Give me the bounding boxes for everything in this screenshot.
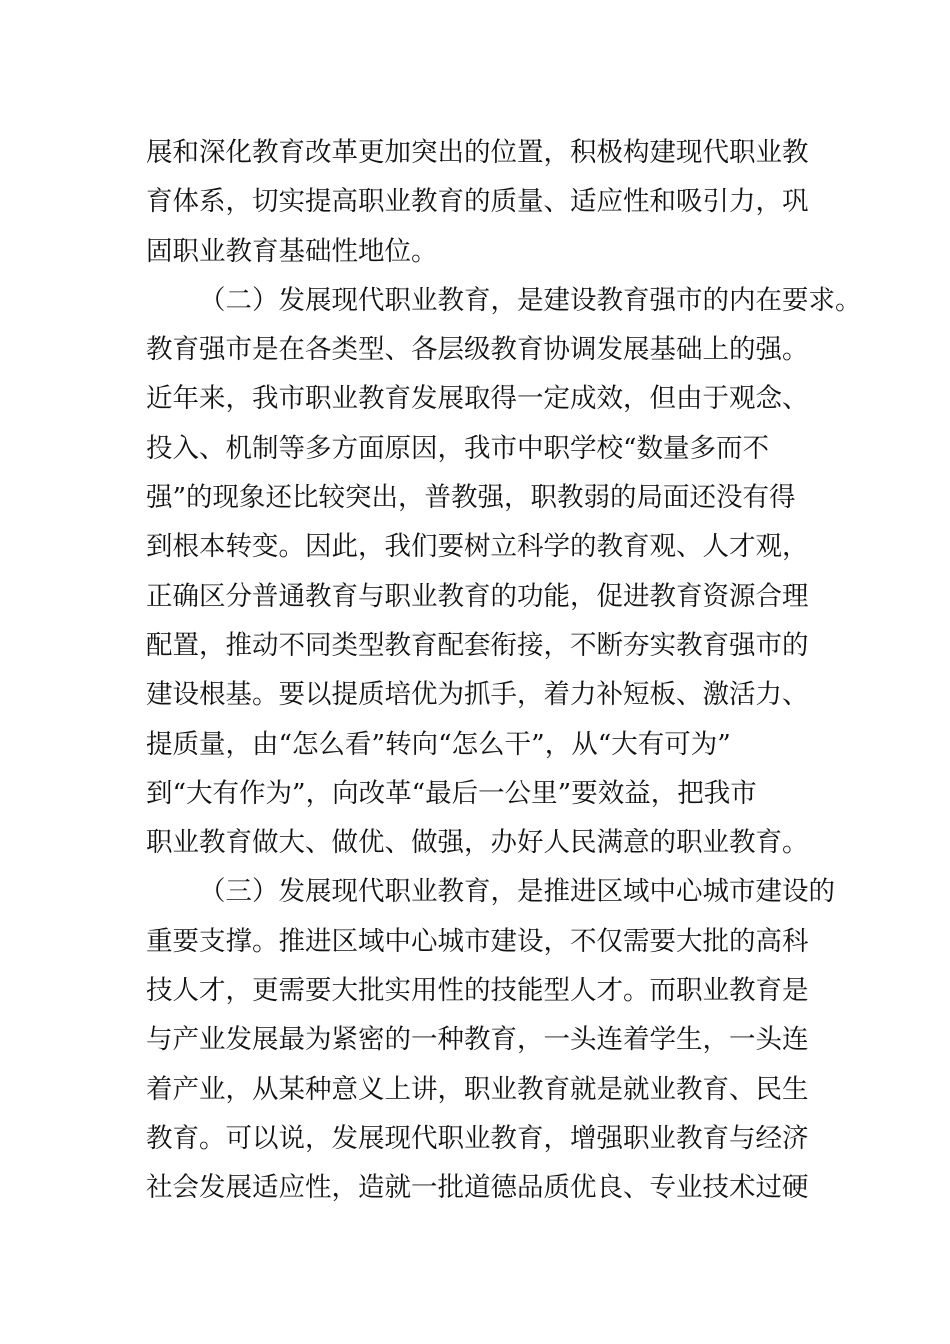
paragraph-section-3 xyxy=(146,867,835,1212)
text-line: 强”的现象还比较突出，普教强，职教弱的局面还没有得 xyxy=(146,482,796,514)
text-line: 教育。可以说，发展现代职业教育，增强职业教育与经济 xyxy=(146,1122,809,1154)
text-line: 育体系，切实提高职业教育的质量、适应性和吸引力，巩 xyxy=(146,186,809,218)
text-line: 展和深化教育改革更加突出的位置，积极构建现代职业教 xyxy=(146,137,809,168)
text-line: 教育强市是在各类型、各层级教育协调发展基础上的强。 xyxy=(146,334,809,366)
paragraph-heading-line: （三）发展现代职业教育，是推进区域中心城市建设的 xyxy=(199,876,835,908)
text-line: 着产业，从某种意义上讲，职业教育就是就业教育、民生 xyxy=(146,1073,809,1105)
document-body xyxy=(146,128,862,1213)
text-line: 建设根基。要以提质培优为抓手，着力补短板、激活力、 xyxy=(146,679,809,711)
paragraph-section-2 xyxy=(146,276,862,868)
text-line: 重要支撑。推进区域中心城市建设，不仅需要大批的高科 xyxy=(146,925,809,957)
text-line: 配置，推动不同类型教育配套衔接，不断夯实教育强市的 xyxy=(146,629,809,661)
text-line: 提质量，由“怎么看”转向“怎么干”，从“大有可为” xyxy=(146,728,731,760)
paragraph-heading-line: （二）发展现代职业教育，是建设教育强市的内在要求。 xyxy=(199,284,862,316)
text-line: 固职业教育基础性地位。 xyxy=(146,235,438,267)
paragraph-continuation xyxy=(146,128,826,276)
text-line: 到“大有作为”，向改革“最后一公里”要效益，把我市 xyxy=(146,777,757,809)
text-line: 职业教育做大、做优、做强，办好人民满意的职业教育。 xyxy=(146,827,809,859)
text-line: 正确区分普通教育与职业教育的功能，促进教育资源合理 xyxy=(146,580,809,612)
text-line: 社会发展适应性，造就一批道德品质优良、专业技术过硬 xyxy=(146,1172,809,1204)
text-line: 与产业发展最为紧密的一种教育，一头连着学生，一头连 xyxy=(146,1024,809,1056)
text-line: 投入、机制等多方面原因，我市中职学校“数量多而不 xyxy=(146,432,770,464)
text-line: 技人才，更需要大批实用性的技能型人才。而职业教育是 xyxy=(146,975,809,1007)
text-line: 近年来，我市职业教育发展取得一定成效，但由于观念、 xyxy=(146,383,809,415)
text-line: 到根本转变。因此，我们要树立科学的教育观、人才观， xyxy=(146,531,809,563)
